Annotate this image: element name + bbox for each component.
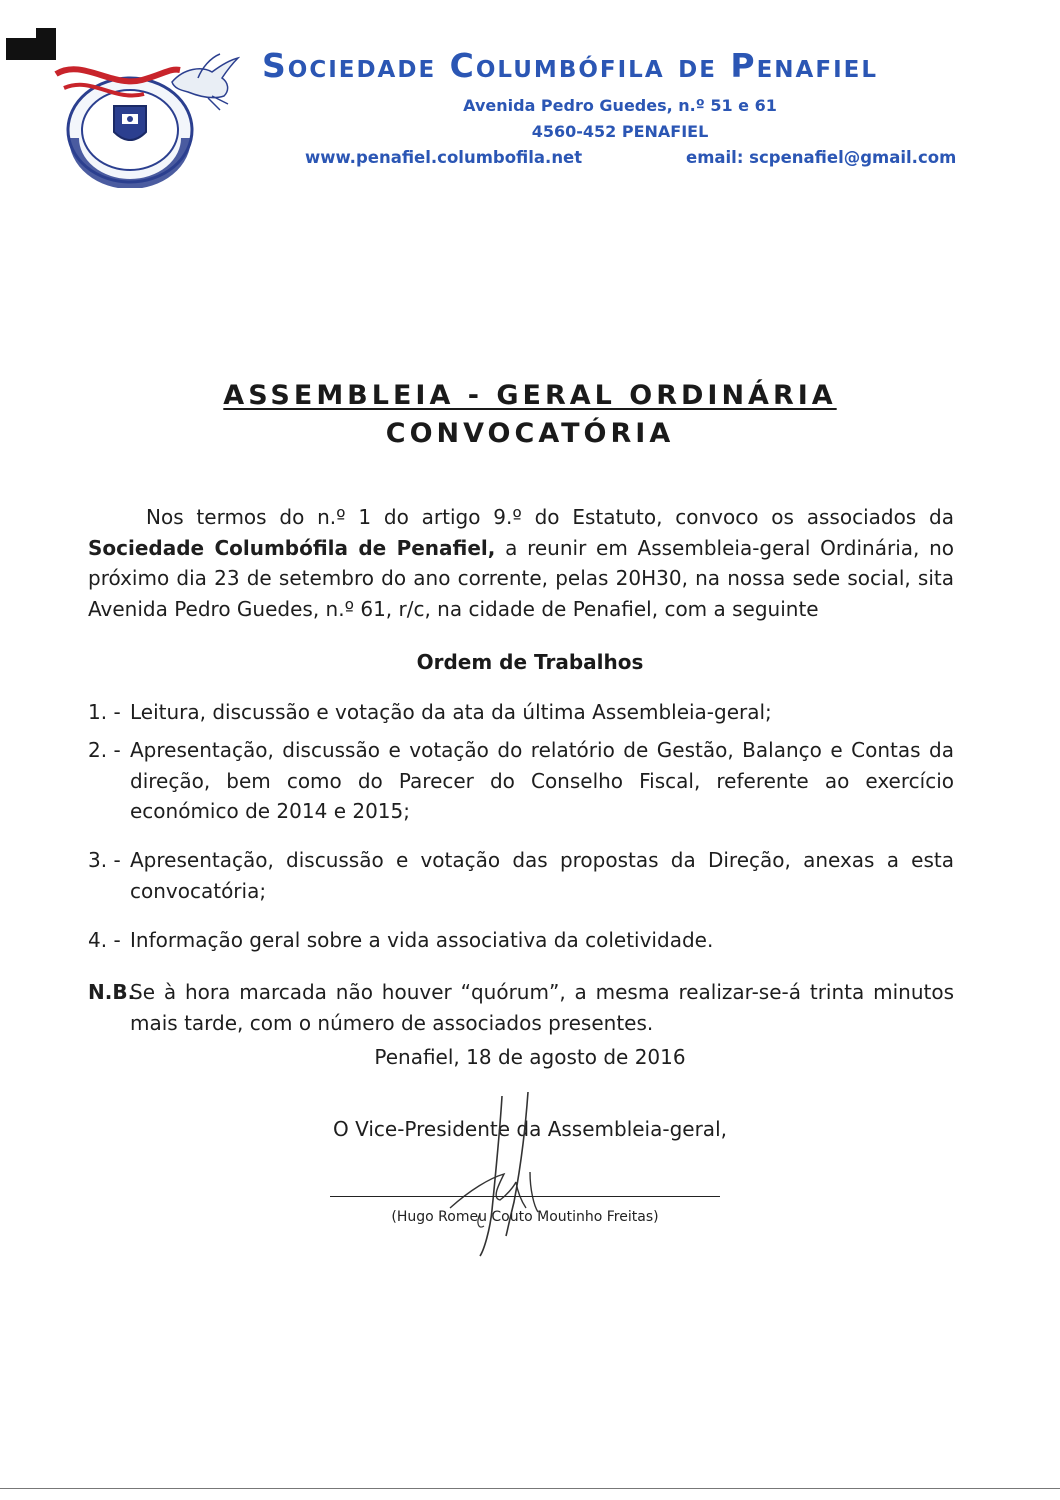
document-subtitle: CONVOCATÓRIA [385,418,675,449]
note-label: N.B. [88,980,136,1004]
document-title [0,380,1060,411]
note-paragraph [88,977,954,1038]
agenda-item [88,925,954,956]
agenda-item-number: 3. - [88,848,121,872]
website-link[interactable]: www.penafiel.columbofila.net [305,148,583,167]
document-title-text: ASSEMBLEIA - GERAL ORDINÁRIA [223,380,837,411]
signature-line [330,1196,720,1197]
agenda-heading: Ordem de Trabalhos [416,650,644,674]
agenda-item-number: 1. - [88,700,121,724]
agenda-item-number: 2. - [88,738,121,762]
page-bottom-rule [0,1488,1060,1489]
place-date: Penafiel, 18 de agosto de 2016 [374,1045,686,1069]
signatory-role: O Vice-Presidente da Assembleia-geral, [333,1117,727,1141]
intro-text-end: a reunir em Assembleia-geral Ordinária, no próximo dia 23 de setembro do ano corrente, pelas 20H30, na nossa sede social, sita Avenida Pedro Guedes, n.º 61, r/c, na cidade de Penafiel, com a seguinte [88,535,955,621]
scan-corner-mark [6,38,56,60]
address-street: Avenida Pedro Guedes, n.º 51 e 61 [463,96,777,115]
club-emblem-logo [52,48,240,188]
handwritten-signature [430,1090,570,1260]
signatory-name: (Hugo Romeu Couto Moutinho Freitas) [391,1209,659,1225]
note-text: Se à hora marcada não houver “quórum”, a mesma realizar-se-á trinta minutos mais tarde, com o número de associados presentes. [130,980,954,1035]
organization-name: Sociedade Columbófila de Penafiel [262,46,878,85]
agenda-item-text: Informação geral sobre a vida associativa da coletividade. [130,928,714,952]
email-link[interactable]: email: scpenafiel@gmail.com [686,148,957,167]
agenda-item [88,697,954,728]
agenda-item-text: Apresentação, discussão e votação das propostas da Direção, anexas a esta convocatória; [130,848,954,903]
agenda-item-text: Apresentação, discussão e votação do relatório de Gestão, Balanço e Contas da direção, bem como do Parecer do Conselho Fiscal, referente ao exercício económico de 2014 e 2015; [130,738,954,823]
intro-org-name: Sociedade Columbófila de Penafiel, [88,535,496,560]
agenda-item-number: 4. - [88,928,121,952]
intro-text-start: Nos termos do n.º 1 do artigo 9.º do Estatuto, convoco os associados da [146,505,954,529]
agenda-item [88,845,954,906]
agenda-item [88,735,954,827]
agenda-item-text: Leitura, discussão e votação da ata da última Assembleia-geral; [130,700,772,724]
address-postal: 4560-452 PENAFIEL [531,122,709,141]
intro-paragraph [88,502,954,624]
